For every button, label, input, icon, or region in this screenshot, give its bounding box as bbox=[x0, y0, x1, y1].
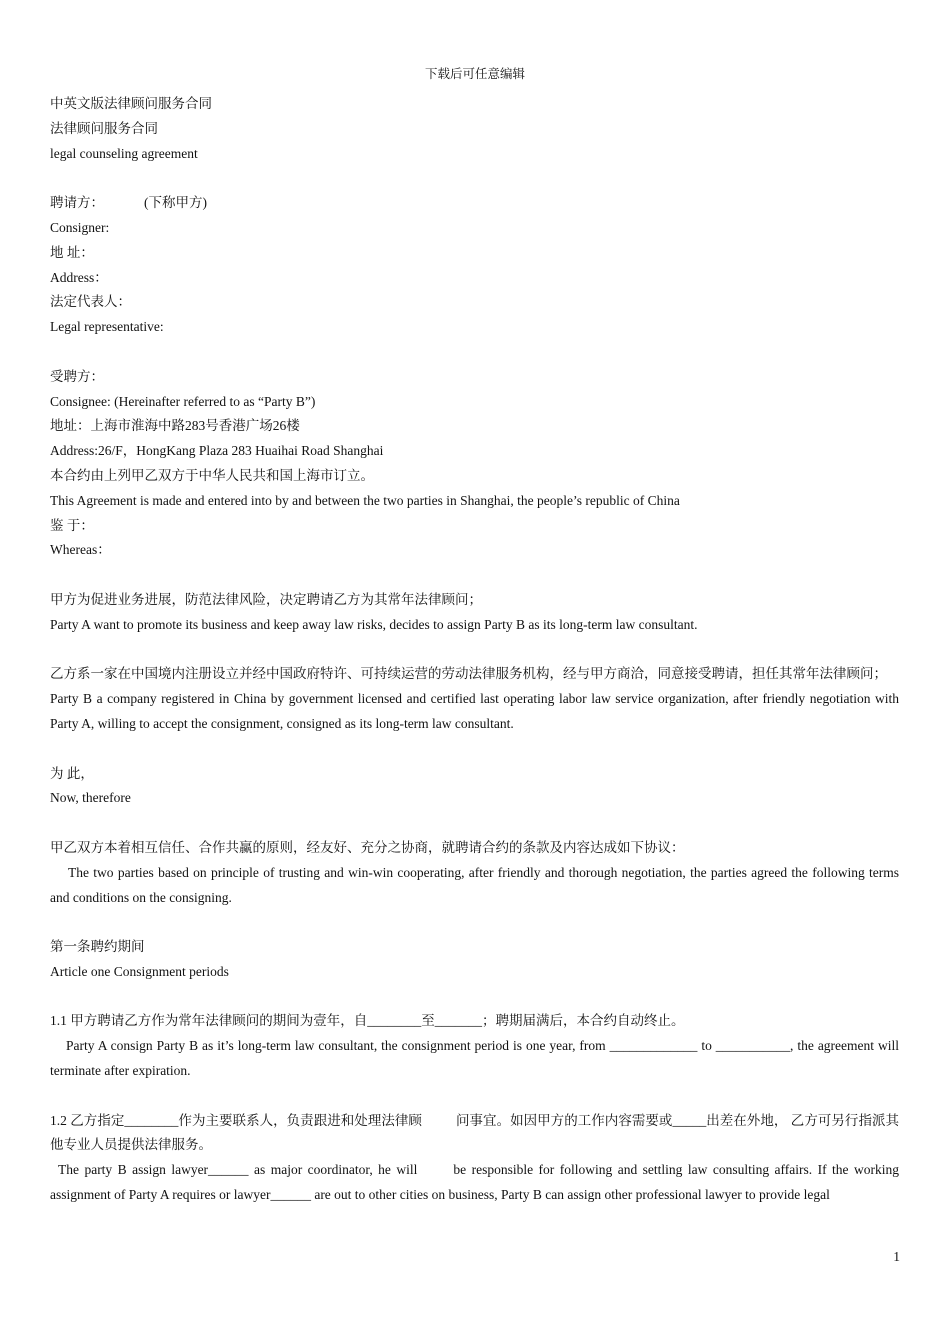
page-header: 下载后可任意编辑 bbox=[424, 67, 525, 81]
whereas-cn: 鉴 于： bbox=[50, 517, 94, 533]
clause-1-2-cn-part1: 1.2 乙方指定________作为主要联系人，负责跟进和处理法律顾 bbox=[50, 1112, 422, 1128]
spacer bbox=[50, 737, 899, 762]
consigner-label: Consigner: bbox=[50, 219, 110, 235]
whereas-en: Whereas： bbox=[50, 542, 111, 558]
spacer bbox=[50, 638, 899, 663]
spacer bbox=[50, 340, 899, 365]
party-a-intent-en: Party A want to promote its business and keep away law risks, decides to assign Party B as its long-term law consultant. bbox=[50, 616, 698, 632]
clause-1-2-cn-part2: 问事宜。如因甲方的工作内容需要或_____出差在外地， 乙方可另行指派其他专业人员提供法律服务。 bbox=[50, 1112, 900, 1153]
clause-1-2-en-part1: The party B assign lawyer______ as major coordinator, he will bbox=[58, 1162, 418, 1178]
spacer bbox=[50, 910, 899, 935]
doc-title-en: legal counseling agreement bbox=[50, 145, 198, 161]
party-b-intro-en: Party B a company registered in China by government licensed and certified last operating labor law service organization, after friendly negotiation with Party A, willing to accept the consignment, consigned as its long-term law consultant. bbox=[50, 691, 899, 731]
article-1-heading-cn: 第一条聘约期间 bbox=[50, 939, 145, 955]
employer-label: 聘请方： bbox=[50, 195, 104, 211]
clause-1-1-en: Party A consign Party B as it’s long-term law consultant, the consignment period is one year, from _____________ to ___________, the agreement will terminate after expiration. bbox=[50, 1038, 899, 1079]
employer-note: (下称甲方) bbox=[144, 195, 207, 211]
document-body bbox=[50, 92, 899, 1208]
doc-title-bilingual: 中英文版法律顾问服务合同 bbox=[50, 96, 212, 111]
principle-en: The two parties based on principle of trusting and win-win cooperating, after friendly and thorough negotiation, the parties agreed the following terms and conditions on the consigning. bbox=[50, 864, 899, 905]
therefore-en: Now, therefore bbox=[50, 790, 131, 806]
page-number: 1 bbox=[893, 1249, 900, 1264]
agreement-made-en: This Agreement is made and entered into by and between the two parties in Shanghai, the people’s republic of China bbox=[50, 492, 680, 508]
spacer bbox=[50, 811, 899, 836]
spacer bbox=[50, 166, 899, 191]
spacer bbox=[50, 1084, 899, 1109]
spacer bbox=[50, 563, 899, 588]
employer-line bbox=[50, 191, 899, 216]
clause-1-1-cn: 1.1 甲方聘请乙方作为常年法律顾问的期间为壹年，自________至_______；聘期届满后，本合约自动终止。 bbox=[50, 1013, 685, 1029]
address-b-en: Address:26/F，HongKang Plaza 283 Huaihai Road Shanghai bbox=[50, 443, 384, 459]
address-cn-label: 地 址： bbox=[50, 244, 94, 260]
spacer bbox=[50, 985, 899, 1010]
clause-1-2-cn bbox=[50, 1109, 899, 1159]
clause-1-2-en-part2: be responsible for following and settling law consulting affairs. If the working assignment of Party A requires or lawyer______ are out to other cities on business, Party B can assign other professional lawyer to provide legal bbox=[50, 1162, 900, 1203]
principle-cn: 甲乙双方本着相互信任、合作共赢的原则，经友好、充分之协商，就聘请合约的条款及内容达成如下协议： bbox=[50, 839, 685, 855]
doc-title-cn: 法律顾问服务合同 bbox=[50, 120, 158, 136]
address-b-cn: 地址：上海市淮海中路283号香港广场26楼 bbox=[50, 418, 300, 434]
therefore-cn: 为 此， bbox=[50, 765, 94, 781]
consignee-line: Consignee: (Hereinafter referred to as “Party B”) bbox=[50, 393, 316, 409]
employee-label: 受聘方： bbox=[50, 368, 104, 384]
article-1-heading-en: Article one Consignment periods bbox=[50, 963, 229, 979]
agreement-made-cn: 本合约由上列甲乙双方于中华人民共和国上海市订立。 bbox=[50, 467, 374, 483]
party-b-intro-cn: 乙方系一家在中国境内注册设立并经中国政府特许、可持续运营的劳动法律服务机构，经与甲方商洽，同意接受聘请，担任其常年法律顾问； bbox=[50, 666, 887, 682]
legal-rep-cn: 法定代表人： bbox=[50, 294, 131, 310]
address-en-label: Address： bbox=[50, 269, 108, 285]
legal-rep-en: Legal representative: bbox=[50, 319, 164, 335]
clause-1-2-en bbox=[50, 1158, 899, 1208]
party-a-intent-cn: 甲方为促进业务进展，防范法律风险，决定聘请乙方为其常年法律顾问； bbox=[50, 591, 482, 607]
